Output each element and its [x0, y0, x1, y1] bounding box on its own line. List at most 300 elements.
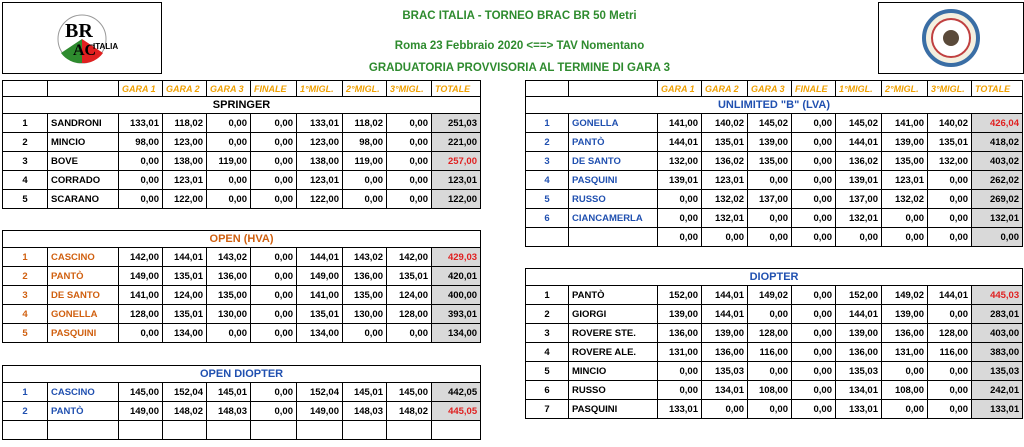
- column-header-blank: [569, 81, 658, 97]
- total-cell: 426,04: [972, 114, 1023, 133]
- athlete-name: CIANCAMERLA: [569, 209, 658, 228]
- athlete-name: BOVE: [48, 152, 119, 171]
- total-cell: 445,03: [972, 286, 1023, 305]
- title-line-3: GRADUATORIA PROVVISORIA AL TERMINE DI GARA 3: [368, 62, 671, 74]
- score-cell: 123,01: [297, 171, 343, 190]
- section-title: OPEN DIOPTER: [3, 366, 481, 383]
- total-cell: 418,02: [972, 133, 1023, 152]
- logo-left-text: ITALIA: [93, 42, 119, 51]
- total-cell: 133,01: [972, 400, 1023, 419]
- score-cell: 145,01: [207, 383, 251, 402]
- score-cell: 0,00: [928, 190, 972, 209]
- score-cell: 136,02: [836, 152, 882, 171]
- score-cell: 123,01: [882, 171, 928, 190]
- score-cell: 135,01: [297, 305, 343, 324]
- rank-cell: 2: [3, 267, 48, 286]
- blank-cell: [387, 421, 432, 440]
- score-cell: 0,00: [207, 190, 251, 209]
- score-cell: 0,00: [702, 228, 748, 247]
- score-cell: 123,00: [297, 133, 343, 152]
- score-cell: 128,00: [928, 324, 972, 343]
- score-cell: 136,00: [658, 324, 702, 343]
- column-header: 1°MIGL.: [297, 81, 343, 97]
- table-row: [526, 133, 1023, 152]
- athlete-name: GIORGI: [569, 305, 658, 324]
- rank-cell: 2: [3, 133, 48, 152]
- table-row: [3, 402, 481, 421]
- table-row: [526, 152, 1023, 171]
- score-cell: 0,00: [387, 152, 432, 171]
- score-cell: 149,00: [297, 267, 343, 286]
- score-cell: 138,00: [163, 152, 207, 171]
- diopter-table: [525, 268, 1023, 419]
- score-cell: 0,00: [251, 114, 297, 133]
- score-cell: 0,00: [792, 171, 836, 190]
- table-row: [3, 133, 481, 152]
- open-hva-body: [3, 231, 481, 343]
- table-row: [526, 343, 1023, 362]
- table-row: [3, 152, 481, 171]
- athlete-name: DE SANTO: [569, 152, 658, 171]
- springer-body: [3, 81, 481, 209]
- logo-right-box: [878, 2, 1024, 74]
- score-cell: 135,01: [928, 133, 972, 152]
- score-cell: 141,00: [658, 114, 702, 133]
- score-cell: 0,00: [119, 324, 163, 343]
- score-cell: 0,00: [748, 305, 792, 324]
- section-title-row: [526, 269, 1023, 286]
- score-cell: 148,03: [343, 402, 387, 421]
- score-cell: 128,00: [387, 305, 432, 324]
- table-row: [3, 267, 481, 286]
- section-title: OPEN (HVA): [3, 231, 481, 248]
- column-header: GARA 2: [163, 81, 207, 97]
- score-cell: 0,00: [882, 228, 928, 247]
- rank-cell: 4: [3, 305, 48, 324]
- score-cell: 152,04: [163, 383, 207, 402]
- score-cell: 145,02: [748, 114, 792, 133]
- athlete-name: PANTÒ: [569, 133, 658, 152]
- athlete-name: CORRADO: [48, 171, 119, 190]
- total-cell: 123,01: [432, 171, 481, 190]
- score-cell: 0,00: [207, 114, 251, 133]
- total-cell: 135,03: [972, 362, 1023, 381]
- score-cell: 0,00: [119, 152, 163, 171]
- rank-cell: 3: [3, 286, 48, 305]
- score-cell: 0,00: [658, 362, 702, 381]
- table-row: [526, 209, 1023, 228]
- score-cell: 135,00: [343, 286, 387, 305]
- score-cell: 0,00: [658, 190, 702, 209]
- score-cell: 0,00: [119, 190, 163, 209]
- score-cell: 0,00: [792, 190, 836, 209]
- athlete-name: MINCIO: [569, 362, 658, 381]
- total-cell: 393,01: [432, 305, 481, 324]
- column-header: TOTALE: [972, 81, 1023, 97]
- score-cell: 144,01: [658, 133, 702, 152]
- score-cell: 98,00: [343, 133, 387, 152]
- score-cell: 139,00: [748, 133, 792, 152]
- score-cell: 133,01: [119, 114, 163, 133]
- score-cell: 0,00: [387, 133, 432, 152]
- score-cell: 132,02: [702, 190, 748, 209]
- score-cell: 134,01: [836, 381, 882, 400]
- score-cell: 149,02: [882, 286, 928, 305]
- column-header: 2°MIGL.: [343, 81, 387, 97]
- score-cell: 148,02: [163, 402, 207, 421]
- score-cell: 134,01: [702, 381, 748, 400]
- score-cell: 0,00: [748, 209, 792, 228]
- rank-cell: 1: [3, 383, 48, 402]
- score-cell: 0,00: [792, 228, 836, 247]
- blank-cell: [207, 421, 251, 440]
- score-cell: 0,00: [207, 171, 251, 190]
- score-cell: 132,01: [836, 209, 882, 228]
- score-cell: 0,00: [882, 209, 928, 228]
- score-cell: 0,00: [207, 324, 251, 343]
- athlete-name: SCARANO: [48, 190, 119, 209]
- brac-italia-logo-icon: [3, 3, 161, 73]
- score-cell: 128,00: [748, 324, 792, 343]
- column-header: 3°MIGL.: [928, 81, 972, 97]
- section-title: UNLIMITED "B" (LVA): [526, 97, 1023, 114]
- blank-cell: [251, 421, 297, 440]
- score-cell: 0,00: [748, 400, 792, 419]
- score-cell: 144,01: [836, 133, 882, 152]
- table-row: [526, 362, 1023, 381]
- title-line-1: BRAC ITALIA - TORNEO BRAC BR 50 Metri: [402, 10, 637, 22]
- score-cell: 135,00: [748, 152, 792, 171]
- diopter-body: [526, 269, 1023, 419]
- table-row: [526, 400, 1023, 419]
- score-cell: 0,00: [702, 400, 748, 419]
- score-cell: 149,00: [119, 402, 163, 421]
- athlete-name: ROVERE ALE.: [569, 343, 658, 362]
- table-row: [526, 381, 1023, 400]
- score-cell: 133,01: [658, 400, 702, 419]
- rank-cell: 2: [526, 305, 569, 324]
- score-cell: 143,02: [343, 248, 387, 267]
- score-cell: 0,00: [928, 400, 972, 419]
- rank-cell: 4: [526, 171, 569, 190]
- athlete-name: ROVERE STE.: [569, 324, 658, 343]
- score-cell: 144,01: [836, 305, 882, 324]
- score-cell: 0,00: [251, 152, 297, 171]
- rank-cell: 4: [526, 343, 569, 362]
- score-cell: 123,01: [702, 171, 748, 190]
- score-cell: 0,00: [792, 305, 836, 324]
- score-cell: 0,00: [343, 171, 387, 190]
- score-cell: 0,00: [658, 381, 702, 400]
- score-cell: 148,02: [387, 402, 432, 421]
- unlimited-table: [525, 80, 1023, 247]
- total-cell: 0,00: [972, 228, 1023, 247]
- blank-cell: [163, 421, 207, 440]
- score-cell: 144,01: [928, 286, 972, 305]
- column-header: GARA 3: [207, 81, 251, 97]
- score-cell: 0,00: [251, 171, 297, 190]
- score-cell: 0,00: [251, 383, 297, 402]
- score-cell: 0,00: [836, 228, 882, 247]
- score-cell: 142,00: [119, 248, 163, 267]
- total-cell: 420,01: [432, 267, 481, 286]
- score-cell: 144,01: [297, 248, 343, 267]
- score-cell: 144,01: [163, 248, 207, 267]
- rank-cell: 1: [3, 114, 48, 133]
- score-cell: 131,00: [882, 343, 928, 362]
- score-cell: 136,00: [343, 267, 387, 286]
- total-cell: 262,02: [972, 171, 1023, 190]
- score-cell: 132,00: [928, 152, 972, 171]
- athlete-name: GONELLA: [569, 114, 658, 133]
- column-header-blank: [3, 81, 48, 97]
- score-cell: 116,00: [748, 343, 792, 362]
- total-cell: 132,01: [972, 209, 1023, 228]
- athlete-name: RUSSO: [569, 381, 658, 400]
- score-cell: 149,02: [748, 286, 792, 305]
- table-row: [526, 305, 1023, 324]
- score-cell: 0,00: [658, 209, 702, 228]
- score-cell: 0,00: [343, 324, 387, 343]
- section-title-row: [3, 366, 481, 383]
- column-header-blank: [48, 81, 119, 97]
- score-cell: 0,00: [792, 324, 836, 343]
- score-cell: 135,00: [207, 286, 251, 305]
- score-cell: 0,00: [251, 133, 297, 152]
- blank-cell: [48, 421, 119, 440]
- blank-cell: [3, 421, 48, 440]
- score-cell: 135,00: [882, 152, 928, 171]
- score-cell: 0,00: [792, 152, 836, 171]
- score-cell: 135,01: [163, 305, 207, 324]
- section-title: DIOPTER: [526, 269, 1023, 286]
- score-cell: 138,00: [297, 152, 343, 171]
- blank-row: [3, 421, 481, 440]
- blank-cell: [119, 421, 163, 440]
- column-header: FINALE: [792, 81, 836, 97]
- score-cell: 136,02: [702, 152, 748, 171]
- open-diopter-table: [2, 365, 481, 440]
- score-cell: 123,00: [163, 133, 207, 152]
- score-cell: 139,00: [882, 305, 928, 324]
- total-cell: 400,00: [432, 286, 481, 305]
- score-cell: 0,00: [387, 190, 432, 209]
- table-row: [3, 248, 481, 267]
- column-header-blank: [526, 81, 569, 97]
- score-cell: 0,00: [748, 171, 792, 190]
- score-cell: 0,00: [251, 324, 297, 343]
- rank-cell: 5: [526, 362, 569, 381]
- table-row: [526, 171, 1023, 190]
- score-cell: 135,03: [836, 362, 882, 381]
- rank-cell: 3: [3, 152, 48, 171]
- athlete-name: CASCINO: [48, 248, 119, 267]
- score-cell: 124,00: [387, 286, 432, 305]
- score-cell: 119,00: [207, 152, 251, 171]
- score-cell: 139,00: [836, 324, 882, 343]
- score-cell: 136,00: [836, 343, 882, 362]
- score-cell: 148,03: [207, 402, 251, 421]
- score-cell: 119,00: [343, 152, 387, 171]
- score-cell: 118,02: [343, 114, 387, 133]
- score-cell: 123,01: [163, 171, 207, 190]
- score-cell: 0,00: [343, 190, 387, 209]
- rank-cell: [526, 228, 569, 247]
- score-cell: 0,00: [928, 381, 972, 400]
- svg-text:BR: BR: [65, 20, 93, 42]
- score-cell: 134,00: [297, 324, 343, 343]
- total-cell: 283,01: [972, 305, 1023, 324]
- rank-cell: 6: [526, 381, 569, 400]
- score-cell: 0,00: [792, 114, 836, 133]
- score-cell: 134,00: [163, 324, 207, 343]
- athlete-name: SANDRONI: [48, 114, 119, 133]
- athlete-name: PANTÒ: [48, 402, 119, 421]
- unlimited-body: [526, 81, 1023, 247]
- section-title: SPRINGER: [3, 97, 481, 114]
- total-cell: 269,02: [972, 190, 1023, 209]
- rank-cell: 1: [3, 248, 48, 267]
- score-cell: 0,00: [387, 324, 432, 343]
- rank-cell: 6: [526, 209, 569, 228]
- total-cell: 429,03: [432, 248, 481, 267]
- rank-cell: 5: [3, 324, 48, 343]
- rank-cell: 5: [526, 190, 569, 209]
- title-line-2: Roma 23 Febbraio 2020 <==> TAV Nomentano: [394, 40, 645, 52]
- score-cell: 145,01: [343, 383, 387, 402]
- score-cell: 108,00: [748, 381, 792, 400]
- blank-cell: [343, 421, 387, 440]
- score-cell: 0,00: [792, 133, 836, 152]
- score-cell: 0,00: [882, 362, 928, 381]
- score-cell: 144,01: [702, 286, 748, 305]
- score-cell: 0,00: [251, 402, 297, 421]
- rank-cell: 1: [526, 114, 569, 133]
- table-row: [3, 305, 481, 324]
- score-cell: 133,01: [297, 114, 343, 133]
- column-header: GARA 3: [748, 81, 792, 97]
- score-cell: 135,03: [702, 362, 748, 381]
- score-cell: 136,00: [207, 267, 251, 286]
- open-hva-table: [2, 230, 481, 343]
- column-header: 1°MIGL.: [836, 81, 882, 97]
- athlete-name: [569, 228, 658, 247]
- table-row: [3, 324, 481, 343]
- score-cell: 137,00: [748, 190, 792, 209]
- total-cell: 445,05: [432, 402, 481, 421]
- score-cell: 0,00: [251, 248, 297, 267]
- score-cell: 142,00: [387, 248, 432, 267]
- score-cell: 0,00: [251, 190, 297, 209]
- athlete-name: PANTÒ: [569, 286, 658, 305]
- score-cell: 130,00: [343, 305, 387, 324]
- score-cell: 144,01: [702, 305, 748, 324]
- total-cell: 134,00: [432, 324, 481, 343]
- score-cell: 131,00: [658, 343, 702, 362]
- score-cell: 149,00: [119, 267, 163, 286]
- score-cell: 0,00: [387, 171, 432, 190]
- table-row: [3, 383, 481, 402]
- score-cell: 132,00: [658, 152, 702, 171]
- score-cell: 152,04: [297, 383, 343, 402]
- score-cell: 0,00: [251, 267, 297, 286]
- column-header: 3°MIGL.: [387, 81, 432, 97]
- athlete-name: CASCINO: [48, 383, 119, 402]
- column-header: GARA 1: [119, 81, 163, 97]
- rank-cell: 1: [526, 286, 569, 305]
- score-cell: 140,02: [702, 114, 748, 133]
- athlete-name: MINCIO: [48, 133, 119, 152]
- score-cell: 0,00: [792, 286, 836, 305]
- score-cell: 0,00: [928, 171, 972, 190]
- springer-table: [2, 80, 481, 209]
- rank-cell: 2: [526, 133, 569, 152]
- score-cell: 0,00: [928, 209, 972, 228]
- score-cell: 0,00: [792, 400, 836, 419]
- column-header: GARA 1: [658, 81, 702, 97]
- score-cell: 135,01: [387, 267, 432, 286]
- total-cell: 383,00: [972, 343, 1023, 362]
- score-cell: 141,00: [119, 286, 163, 305]
- score-cell: 0,00: [251, 305, 297, 324]
- score-cell: 0,00: [251, 286, 297, 305]
- score-cell: 141,00: [297, 286, 343, 305]
- score-cell: 145,00: [119, 383, 163, 402]
- section-title-row: [526, 97, 1023, 114]
- score-cell: 0,00: [658, 228, 702, 247]
- table-row: [526, 324, 1023, 343]
- score-cell: 136,00: [882, 324, 928, 343]
- table-row: [3, 286, 481, 305]
- score-cell: 122,00: [297, 190, 343, 209]
- total-cell: 122,00: [432, 190, 481, 209]
- total-cell: 257,00: [432, 152, 481, 171]
- score-cell: 0,00: [748, 228, 792, 247]
- column-header-row: [526, 81, 1023, 97]
- table-row: [526, 114, 1023, 133]
- brac-seal-icon: [879, 3, 1023, 73]
- svg-text:AC: AC: [73, 42, 97, 59]
- score-cell: 118,02: [163, 114, 207, 133]
- athlete-name: RUSSO: [569, 190, 658, 209]
- blank-cell: [297, 421, 343, 440]
- athlete-name: PANTÒ: [48, 267, 119, 286]
- rank-cell: 4: [3, 171, 48, 190]
- score-cell: 0,00: [928, 305, 972, 324]
- score-cell: 0,00: [387, 114, 432, 133]
- column-header: GARA 2: [702, 81, 748, 97]
- score-cell: 130,00: [207, 305, 251, 324]
- score-cell: 0,00: [882, 400, 928, 419]
- table-row: [526, 228, 1023, 247]
- total-cell: 403,02: [972, 152, 1023, 171]
- rank-cell: 2: [3, 402, 48, 421]
- score-cell: 139,00: [882, 133, 928, 152]
- score-cell: 116,00: [928, 343, 972, 362]
- score-cell: 140,02: [928, 114, 972, 133]
- column-header-row: [3, 81, 481, 97]
- table-row: [526, 190, 1023, 209]
- table-row: [3, 114, 481, 133]
- score-cell: 152,00: [836, 286, 882, 305]
- score-cell: 133,01: [836, 400, 882, 419]
- score-cell: 132,02: [882, 190, 928, 209]
- open-diopter-body: [3, 366, 481, 440]
- rank-cell: 3: [526, 324, 569, 343]
- logo-left-box: [2, 2, 162, 74]
- score-cell: 0,00: [792, 362, 836, 381]
- score-cell: 135,01: [702, 133, 748, 152]
